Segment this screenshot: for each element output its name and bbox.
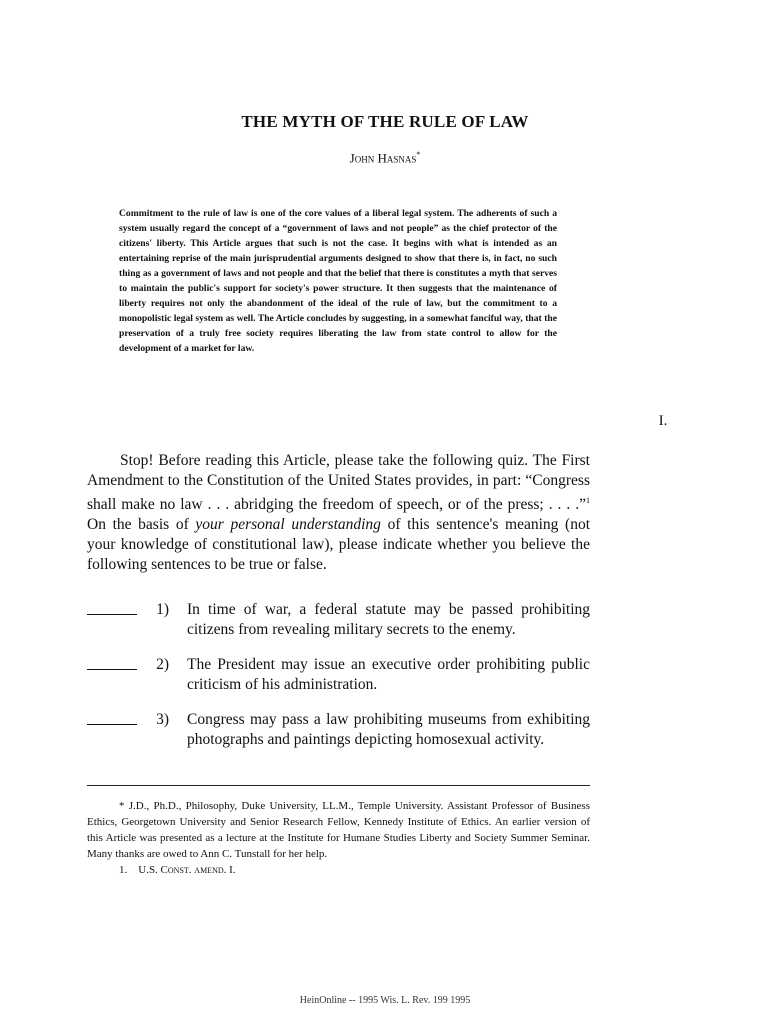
page-footer: HeinOnline -- 1995 Wis. L. Rev. 199 1995 [299,995,471,1006]
quiz-number: 2) [156,656,169,673]
abstract: Commitment to the rule of law is one of the core values of a liberal legal system. The adherents of such a system usually regard the concept of a “government of laws and not people” as the chief protector of the citizens' liberty. This Article argues that such is not the case. It begins with what is intended as an entertaining reprise of the main jurisprudential arguments designed to show that there is, in fact, no such thing as a government of laws and not people and that the belief that there is constitutes a myth that serves to maintain the public's support for society's power structure. It then suggests that the maintenance of liberty requires not only the abandonment of the ideal of the rule of law, but the commitment to a monopolistic legal system as well. The Article concludes by suggesting, in a somewhat fanciful way, that the preservation of a truly free society requires liberating the law from state control to allow for the development of a market for law. [119,208,557,354]
article-title: THE MYTH OF THE RULE OF LAW [241,112,529,131]
author-footnote-mark: * [416,150,421,159]
author-line [0,150,770,166]
author-name: John Hasnas [349,150,417,166]
quiz-text: The President may issue an executive order prohibiting public criticism of his administration. [187,656,590,693]
quiz-text: In time of war, a federal statute may be passed prohibiting citizens from revealing military secrets to the enemy. [187,601,590,638]
section-heading: I. [658,413,668,429]
emphasis-text: your personal understanding [195,516,381,534]
quiz-text: Congress may pass a law prohibiting museums from exhibiting photographs and paintings depicting homosexual activity. [187,711,590,748]
footnote-star: * J.D., Ph.D., Philosophy, Duke University, LL.M., Temple University. Assistant Professor of Business Ethics, Georgetown University and Senior Research Fellow, Kennedy Institute of Ethics. An earlier version of this Article was presented as a lecture at the Institute for Humane Studies Liberty and Society Summer Seminar. Many thanks are owed to Ann C. Tunstall for her help. [87,800,590,860]
answer-blank [87,600,137,615]
quiz-number: 3) [156,711,169,728]
footnote-1: 1. U.S. Const. amend. I. [119,864,236,876]
footnote-ref-1: 1 [586,496,590,505]
intro-paragraph: Stop! Before reading this Article, please take the following quiz. The First Amendment to the Constitution of the United States provides, in part: “Congress shall make no law . . . abridging the freedom of speech, or of the press; . . . .”$^1$ On the basis of your personal understanding of this sentence's meaning (not your knowledge of constitutional law), please indicate whether you believe the following sentences to be true or false. [87,452,591,574]
footnotes [87,798,590,878]
answer-blank [87,655,137,670]
answer-blank [87,710,137,725]
quiz-number: 1) [156,601,169,618]
footnote-divider [87,785,590,786]
